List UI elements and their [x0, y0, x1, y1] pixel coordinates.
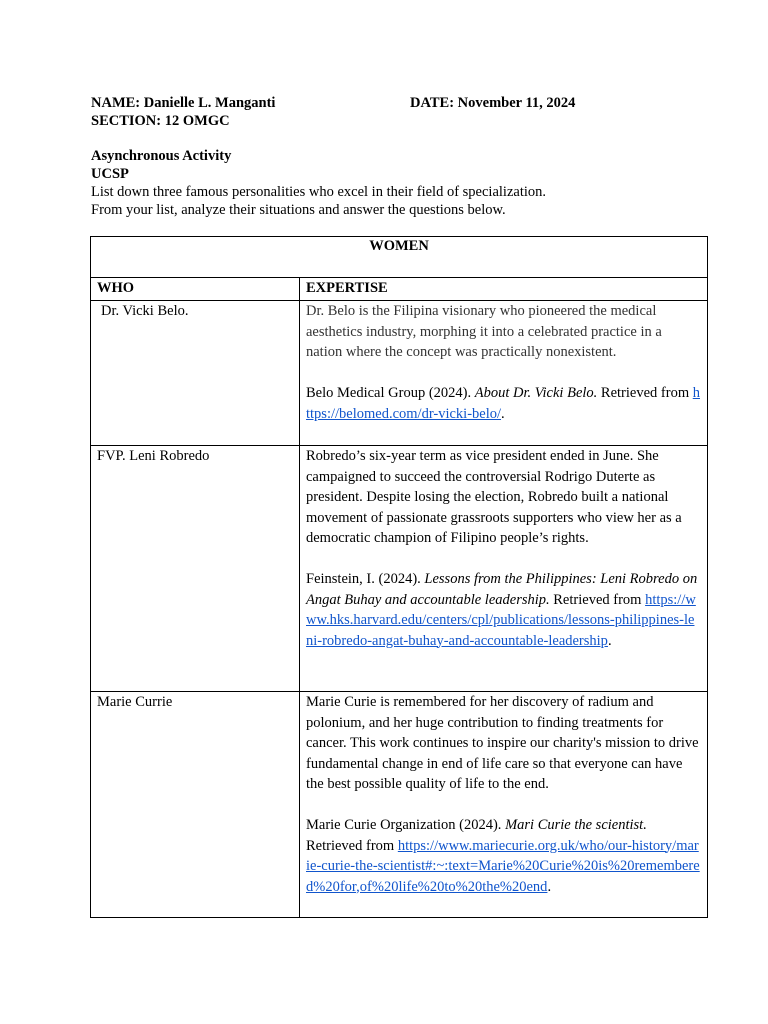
- who-cell: [91, 692, 300, 918]
- column-header-expertise: EXPERTISE: [300, 278, 708, 301]
- reference-author: Belo Medical Group (2024).: [306, 385, 475, 401]
- reference-author: Feinstein, I. (2024).: [306, 571, 425, 587]
- reference-title: About Dr. Vicki Belo.: [474, 385, 598, 401]
- section-label: SECTION: 12 OMGC: [91, 113, 230, 129]
- description: Marie Curie is remembered for her discovery of radium and polonium, and her huge contribution to finding treatments for cancer. This work continues to inspire our charity's mission to drive fundamental change in end of life care so that everyone can have the best possible quality of life to the end.: [306, 694, 699, 792]
- personalities-table: [90, 236, 708, 918]
- reference: [306, 383, 701, 424]
- table-row: [91, 301, 708, 446]
- who-name: Marie Currie: [97, 694, 173, 710]
- reference: [306, 815, 701, 897]
- who-cell: [91, 446, 300, 692]
- reference-link[interactable]: https://www.mariecurie.org.uk/who/our-history/marie-curie-the-scientist#:~:text=Marie%20Curie%20is%20remembered%20for,of%20life%20to%20the%20end: [306, 837, 700, 895]
- reference-link[interactable]: https://www.hks.harvard.edu/centers/cpl/publications/lessons-philippines-leni-robredo-angat-buhay-and-accountable-leadership: [306, 591, 696, 649]
- activity-title: Asynchronous Activity: [91, 148, 232, 164]
- submission-date: DATE: November 11, 2024: [410, 95, 576, 111]
- instructions: List down three famous personalities who excel in their field of specialization. From your list, analyze their situations and answer the questions below.: [91, 184, 547, 218]
- reference-retrieved: Retrieved from: [597, 385, 693, 401]
- table-title: WOMEN: [91, 237, 708, 278]
- who-cell: [91, 301, 300, 446]
- reference-retrieved: Retrieved from: [549, 591, 646, 608]
- subject-label: UCSP: [91, 166, 129, 182]
- reference-end: .: [547, 878, 552, 895]
- description: Dr. Belo is the Filipina visionary who pioneered the medical aesthetics industry, morphing it into a celebrated practice in a nation where the concept was practically nonexistent.: [306, 303, 662, 360]
- reference-title: Mari Curie the scientist.: [505, 817, 647, 833]
- reference-end: .: [501, 405, 505, 422]
- reference-author: Marie Curie Organization (2024).: [306, 817, 506, 833]
- description: Robredo’s six-year term as vice president ended in June. She campaigned to succeed the controversial Rodrigo Duterte as president. Despite losing the election, Robredo built a national movement of passionate grassroots supporters who view her as a democratic champion of Filipino people’s rights.: [306, 448, 682, 546]
- student-name: NAME: Danielle L. Manganti: [91, 95, 276, 111]
- who-name: FVP. Leni Robredo: [97, 448, 210, 464]
- table-row: [91, 692, 708, 918]
- reference-end: .: [607, 632, 612, 649]
- expertise-cell: [300, 446, 708, 692]
- reference-retrieved: Retrieved from: [306, 837, 398, 854]
- reference-link[interactable]: https://belomed.com/dr-vicki-belo/: [306, 385, 700, 422]
- column-header-who: WHO: [91, 278, 300, 301]
- expertise-cell: [300, 301, 708, 446]
- who-name: Dr. Vicki Belo.: [101, 303, 189, 319]
- table-row: [91, 446, 708, 692]
- expertise-cell: [300, 692, 708, 918]
- reference: [306, 569, 701, 651]
- reference-title: Lessons from the Philippines: Leni Robredo on Angat Buhay and accountable leadership.: [306, 571, 698, 608]
